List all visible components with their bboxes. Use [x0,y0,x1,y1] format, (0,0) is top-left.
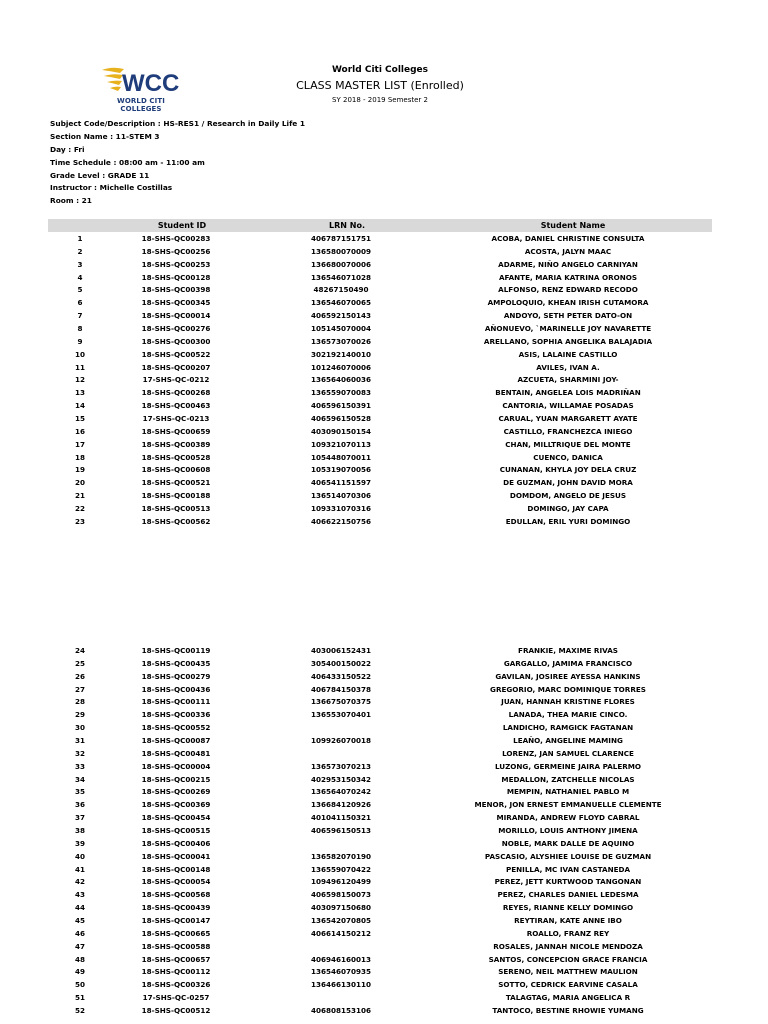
row-number: 51 [74,993,85,1003]
student-name: LEAÑO, ANGELINE MAMING [513,736,623,746]
logo-text: WCC [122,70,180,97]
student-name: ROALLO, FRANZ REY [526,928,610,938]
lrn-number: 136582070190 [310,851,371,861]
row-number: 1 [77,234,83,243]
row-number: 31 [74,736,85,746]
student-id: 18-SHS-QC00147 [141,916,211,926]
col-header-lrn: LRN No. [329,221,365,230]
student-name: MEMPIN, NATHANIEL PABLO M [506,787,630,797]
lrn-number: 136546070935 [310,967,371,977]
lrn-number: 406808153106 [310,1006,371,1016]
lrn-number: 101246070006 [310,362,371,372]
lrn-number: 136546071028 [310,272,371,282]
lrn-number: 105145070004 [310,324,371,334]
student-id: 17-SHS-QC-0212 [142,375,210,385]
student-name: EDULLAN, ERIL YURI DOMINGO [505,516,631,526]
lrn-number: 136564060036 [310,375,371,385]
table-row [48,761,712,774]
lrn-number: 136675070375 [310,697,371,707]
table-row [48,748,712,761]
student-name: LUZONG, GERMEINE JAIRA PALERMO [494,761,642,771]
lrn-number: 401041150321 [310,813,371,823]
lrn-number: 136559070083 [310,388,371,398]
row-number: 26 [74,671,85,681]
lrn-number: 305400150022 [310,658,371,668]
lrn-number: 136553070401 [310,710,371,720]
row-number: 27 [74,684,85,694]
table-row [48,336,712,349]
student-name: ACOBA, DANIEL CHRISTINE CONSULTA [491,234,645,243]
table-row [48,246,712,259]
student-id: 18-SHS-QC00389 [141,439,211,449]
row-number: 24 [74,646,85,655]
student-name: LANADA, THEA MARIE CINCO. [508,710,628,720]
time-schedule: Time Schedule : 08:00 am - 11:00 am [50,157,205,167]
student-id: 18-SHS-QC00345 [141,298,211,308]
student-id: 18-SHS-QC00513 [141,504,211,514]
student-id: 18-SHS-QC00276 [141,324,211,334]
row-number: 13 [74,388,85,398]
student-name: PASCASIO, ALYSHIEE LOUISE DE GUZMAN [484,851,652,861]
student-name: DOMDOM, ANGELO DE JESUS [509,491,627,501]
student-name: ADARME, NIÑO ANGELO CARNIYAN [498,259,638,269]
lrn-number: 105319070056 [310,465,371,475]
lrn-number: 403090150154 [310,426,371,436]
student-name: PENILLA, MC IVAN CASTANEDA [505,864,631,874]
student-id: 18-SHS-QC00665 [141,928,211,938]
student-name: JUAN, HANNAH KRISTINE FLORES [501,697,635,707]
table-row [48,233,712,246]
table-row [48,297,712,310]
student-id: 18-SHS-QC00562 [141,516,211,526]
row-number: 12 [74,375,85,385]
row-number: 2 [77,246,83,256]
lrn-number: 136573070026 [310,336,371,346]
table-row [48,362,712,375]
lrn-number: 136573070213 [310,761,371,771]
table-row [48,439,712,452]
student-id: 18-SHS-QC00300 [141,336,211,346]
lrn-number: 406784150378 [310,684,371,694]
student-id: 18-SHS-QC00128 [141,272,211,282]
row-number: 18 [74,452,85,462]
lrn-number: 136684120926 [310,800,371,810]
student-name: SANTOS, CONCEPCION GRACE FRANCIA [488,954,648,964]
table-row [48,671,712,684]
table-row [48,426,712,439]
table-row [48,452,712,465]
table-row [48,259,712,272]
student-name: GREGORIO, MARC DOMINIQUE TORRES [490,684,646,694]
row-number: 6 [77,298,83,308]
table-row [48,915,712,928]
student-id: 18-SHS-QC00512 [141,1006,211,1016]
table-row [48,696,712,709]
student-name: GAVILAN, JOSIREE AYESSA HANKINS [495,671,641,681]
table-row [48,812,712,825]
student-name: PEREZ, CHARLES DANIEL LEDESMA [497,890,639,900]
row-number: 14 [74,401,85,411]
student-name: DOMINGO, JAY CAPA [527,504,609,514]
table-row [48,928,712,941]
table-header [48,219,712,232]
lrn-number: 136514070306 [310,491,371,501]
row-number: 34 [74,774,85,784]
subject-code: Subject Code/Description : HS-RES1 / Research in Daily Life 1 [50,119,306,128]
table-row [48,864,712,877]
wcc-wing-emblem [100,64,182,98]
row-number: 4 [77,272,83,282]
student-name: CANTORIA, WILLAMAE POSADAS [502,401,634,411]
row-number: 52 [74,1006,85,1016]
row-number: 32 [74,748,85,758]
student-name: LANDICHO, RAMGICK FAGTANAN [502,723,634,733]
day: Day : Fri [50,144,85,154]
lrn-number: 406433150522 [310,671,371,681]
student-name: LORENZ, JAN SAMUEL CLARENCE [502,748,634,758]
student-id: 18-SHS-QC00041 [141,851,211,861]
student-id: 18-SHS-QC00207 [141,362,211,372]
table-row [48,979,712,992]
row-number: 17 [74,439,85,449]
lrn-number: 406541151597 [310,478,371,488]
instructor: Instructor : Michelle Costillas [50,183,173,193]
row-number: 40 [74,851,85,861]
student-name: REYTIRAN, KATE ANNE IBO [514,916,622,926]
lrn-number: 48267150490 [313,285,369,295]
student-name: ANDOYO, SETH PETER DATO-ON [503,311,633,321]
lrn-number: 109496120499 [310,877,371,887]
student-id: 18-SHS-QC00369 [141,800,211,810]
table-row [48,709,712,722]
lrn-number: 136680070006 [310,259,371,269]
lrn-number: 136564070242 [310,787,371,797]
table-row [48,413,712,426]
table-row [48,645,712,658]
student-id: 18-SHS-QC00268 [141,388,211,398]
table-row [48,490,712,503]
lrn-number: 403097150680 [310,903,371,913]
student-id: 18-SHS-QC00515 [141,826,211,836]
student-name: DE GUZMAN, JOHN DAVID MORA [503,478,633,488]
col-header-student-name: Student Name [540,221,606,230]
lrn-number: 406614150212 [310,928,371,938]
col-header-student-id: Student ID [157,221,207,230]
table-row [48,799,712,812]
student-name: FRANKIE, MAXIME RIVAS [518,646,618,655]
table-row [48,658,712,671]
student-id: 18-SHS-QC00283 [141,234,211,243]
table-row [48,464,712,477]
table-row [48,876,712,889]
lrn-number: 136546070065 [310,298,371,308]
lrn-number: 406598150073 [310,890,371,900]
row-number: 43 [74,890,85,900]
student-id: 18-SHS-QC00568 [141,890,211,900]
row-number: 23 [74,516,85,526]
table-row [48,954,712,967]
table-row [48,374,712,387]
student-id: 18-SHS-QC00439 [141,903,211,913]
student-name: ARELLANO, SOPHIA ANGELIKA BALAJADIA [483,336,653,346]
lrn-number: 406622150756 [310,516,371,526]
table-row [48,735,712,748]
student-id: 18-SHS-QC00454 [141,813,211,823]
student-name: TALAGTAG, MARIA ANGELICA R [505,993,631,1003]
student-id: 17-SHS-QC-0257 [142,993,210,1003]
student-id: 18-SHS-QC00188 [141,491,211,501]
student-name: CARUAL, YUAN MARGARETT AYATE [498,414,638,424]
lrn-number: 136559070422 [310,864,371,874]
row-number: 16 [74,426,85,436]
table-row [48,722,712,735]
row-number: 9 [77,336,83,346]
student-id: 18-SHS-QC00054 [141,877,211,887]
table-row [48,503,712,516]
table-row [48,966,712,979]
student-id: 18-SHS-QC00398 [141,285,211,295]
lrn-number: 406946160013 [310,954,371,964]
row-number: 46 [74,928,85,938]
student-id: 18-SHS-QC00552 [141,723,211,733]
student-name: AÑONUEVO, `MARINELLE JOY NAVARETTE [484,324,652,334]
section-name: Section Name : 11-STEM 3 [50,131,160,141]
student-id: 18-SHS-QC00435 [141,658,211,668]
student-id: 18-SHS-QC00528 [141,452,211,462]
student-id: 18-SHS-QC00521 [141,478,211,488]
student-id: 18-SHS-QC00659 [141,426,211,436]
student-name: AMPOLOQUIO, KHEAN IRISH CUTAMORA [487,298,649,308]
table-row [48,310,712,323]
row-number: 30 [74,723,85,733]
student-name: CHAN, MILLTRIQUE DEL MONTE [505,439,631,449]
table-row [48,323,712,336]
class-info [50,118,305,208]
lrn-number: 406596150391 [310,401,371,411]
lrn-number: 136580070009 [310,246,371,256]
student-id: 18-SHS-QC00481 [141,748,211,758]
student-name: PEREZ, JETT KURTWOOD TANGONAN [494,877,642,887]
student-id: 18-SHS-QC00336 [141,710,211,720]
row-number: 33 [74,761,85,771]
lrn-number: 136466130110 [310,980,371,990]
row-number: 3 [77,259,83,269]
student-name: SERENO, NEIL MATTHEW MAULION [498,967,638,977]
college-name: World Citi Colleges [331,65,429,75]
table-row [48,1005,712,1018]
row-number: 42 [74,877,85,887]
student-name: REYES, RIANNE KELLY DOMINGO [502,903,634,913]
student-id: 18-SHS-QC00436 [141,684,211,694]
row-number: 36 [74,800,85,810]
row-number: 20 [74,478,85,488]
student-name: AZCUETA, SHARMINI JOY- [517,375,619,385]
room: Room : 21 [50,196,92,206]
student-id: 18-SHS-QC00657 [141,954,211,964]
logo-caption: WORLD CITI COLLEGES [117,97,165,113]
student-name: ROSALES, JANNAH NICOLE MENDOZA [493,941,643,951]
student-id: 18-SHS-QC00608 [141,465,211,475]
lrn-number: 302192140010 [310,349,371,359]
row-number: 10 [74,349,85,359]
student-id: 18-SHS-QC00256 [141,246,211,256]
table-row [48,349,712,362]
student-name: AVILES, IVAN A. [536,362,600,372]
student-name: AFANTE, MARIA KATRINA ORONOS [498,272,638,282]
student-name: CUENCO, DANICA [533,452,603,462]
student-name: MORILLO, LOUIS ANTHONY JIMENA [498,826,638,836]
row-number: 22 [74,504,85,514]
college-logo [100,64,182,113]
lrn-number: 109926070018 [310,736,371,746]
table-row [48,774,712,787]
grade-level: Grade Level : GRADE 11 [50,170,150,180]
row-number: 49 [74,967,85,977]
student-id: 18-SHS-QC00148 [141,864,211,874]
table-body-part-2 [48,645,712,1018]
student-id: 18-SHS-QC00119 [141,646,211,655]
lrn-number: 403006152431 [310,646,371,655]
student-name: MENOR, JON ERNEST EMMANUELLE CLEMENTE [474,800,662,810]
student-id: 18-SHS-QC00112 [141,967,211,977]
table-row [48,400,712,413]
row-number: 5 [77,285,83,295]
student-name: CUNANAN, KHYLA JOY DELA CRUZ [499,465,637,475]
lrn-number: 109331070316 [310,504,371,514]
table-row [48,838,712,851]
row-number: 25 [74,658,85,668]
student-id: 18-SHS-QC00406 [141,838,211,848]
row-number: 7 [77,311,83,321]
row-number: 35 [74,787,85,797]
table-row [48,272,712,285]
row-number: 39 [74,838,85,848]
student-id: 18-SHS-QC00269 [141,787,211,797]
table-row [48,941,712,954]
row-number: 38 [74,826,85,836]
lrn-number: 406596150528 [310,414,371,424]
lrn-number: 406596150513 [310,826,371,836]
student-id: 18-SHS-QC00087 [141,736,211,746]
student-name: GARGALLO, JAMIMA FRANCISCO [503,658,633,668]
student-id: 18-SHS-QC00111 [141,697,211,707]
student-name: TANTOCO, BESTINE RHOWIE YUMANG [492,1006,644,1016]
student-name: ASIS, LALAINE CASTILLO [518,349,618,359]
school-year: SY 2018 - 2019 Semester 2 [332,96,428,104]
lrn-number: 105448070011 [310,452,371,462]
row-number: 41 [74,864,85,874]
student-name: ALFONSO, RENZ EDWARD RECODO [498,285,638,295]
student-name: SOTTO, CEDRICK EARVINE CASALA [498,980,638,990]
table-body-part-1 [48,233,712,529]
row-number: 19 [74,465,85,475]
student-id: 18-SHS-QC00326 [141,980,211,990]
student-name: MIRANDA, ANDREW FLOYD CABRAL [496,813,640,823]
table-row [48,684,712,697]
row-number: 44 [74,903,85,913]
table-row [48,825,712,838]
student-name: CASTILLO, FRANCHEZCA INIEGO [503,426,633,436]
row-number: 48 [74,954,85,964]
student-id: 18-SHS-QC00279 [141,671,211,681]
student-id: 18-SHS-QC00588 [141,941,211,951]
lrn-number: 402953150342 [310,774,371,784]
table-row [48,902,712,915]
student-id: 18-SHS-QC00463 [141,401,211,411]
student-id: 18-SHS-QC00014 [141,311,211,321]
row-number: 50 [74,980,85,990]
row-number: 11 [74,362,85,372]
table-row [48,516,712,529]
row-number: 28 [74,697,85,707]
student-id: 18-SHS-QC00004 [141,761,211,771]
table-row [48,786,712,799]
row-number: 45 [74,916,85,926]
table-row [48,889,712,902]
student-name: MEDALLON, ZATCHELLE NICOLAS [501,774,635,784]
student-name: BENTAIN, ANGELEA LOIS MADRIÑAN [495,388,641,398]
row-number: 47 [74,941,85,951]
row-number: 37 [74,813,85,823]
row-number: 15 [74,414,85,424]
table-row [48,387,712,400]
student-id: 18-SHS-QC00522 [141,349,211,359]
row-number: 29 [74,710,85,720]
lrn-number: 109321070113 [310,439,371,449]
student-name: ACOSTA, JALYN MAAC [524,246,612,256]
table-row [48,477,712,490]
row-number: 8 [77,324,83,334]
row-number: 21 [74,491,85,501]
student-id: 18-SHS-QC00215 [141,774,211,784]
table-row [48,992,712,1005]
table-row [48,284,712,297]
lrn-number: 136542070805 [310,916,371,926]
lrn-number: 406592150143 [310,311,371,321]
student-id: 18-SHS-QC00253 [141,259,211,269]
table-row [48,851,712,864]
document-title: CLASS MASTER LIST (Enrolled) [296,79,464,92]
student-name: NOBLE, MARK DALLE DE AQUINO [501,838,635,848]
student-id: 17-SHS-QC-0213 [142,414,210,424]
lrn-number: 406787151751 [310,234,371,243]
